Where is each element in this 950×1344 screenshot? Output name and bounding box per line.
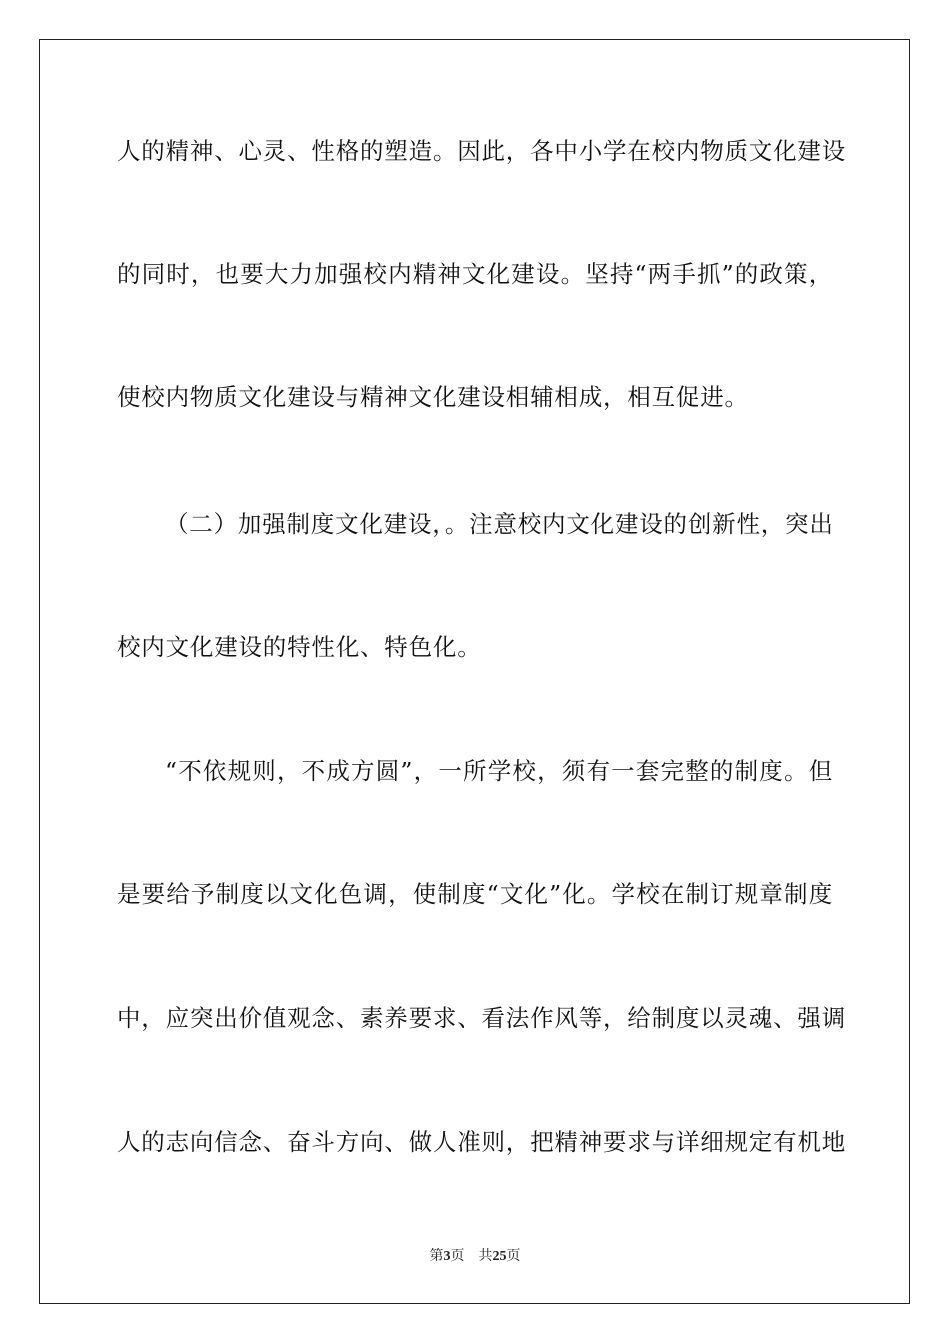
body-text-line-2: 的同时，也要大力加强校内精神文化建设。坚持“两手抓”的政策， <box>117 260 833 288</box>
body-text-line-6: “不依规则，不成方圆”，一所学校，须有一套完整的制度。但 <box>165 757 833 785</box>
page-border <box>39 39 910 1304</box>
body-text-line-9: 人的志向信念、奋斗方向、做人准则，把精神要求与详细规定有机地 <box>117 1128 846 1156</box>
total-suffix: 页 <box>506 1248 521 1264</box>
page-footer <box>0 1246 950 1267</box>
total-prefix: 共 <box>478 1248 493 1264</box>
body-text-line-1: 人的精神、心灵、性格的塑造。因此，各中小学在校内物质文化建设 <box>117 137 846 165</box>
page-suffix: 页 <box>450 1248 465 1264</box>
body-text-line-5: 校内文化建设的特性化、特色化。 <box>117 633 482 661</box>
page-number: 3 <box>443 1249 451 1264</box>
page-prefix: 第 <box>429 1248 444 1264</box>
total-pages: 25 <box>492 1249 507 1264</box>
body-text-line-8: 中，应突出价值观念、素养要求、看法作风等，给制度以灵魂、强调 <box>117 1004 846 1032</box>
body-text-line-7: 是要给予制度以文化色调，使制度“文化”化。学校在制订规章制度 <box>117 880 833 908</box>
body-text-line-3: 使校内物质文化建设与精神文化建设相辅相成，相互促进。 <box>117 383 749 411</box>
body-text-line-4: （二）加强制度文化建设，。注意校内文化建设的创新性，突出 <box>165 510 834 538</box>
